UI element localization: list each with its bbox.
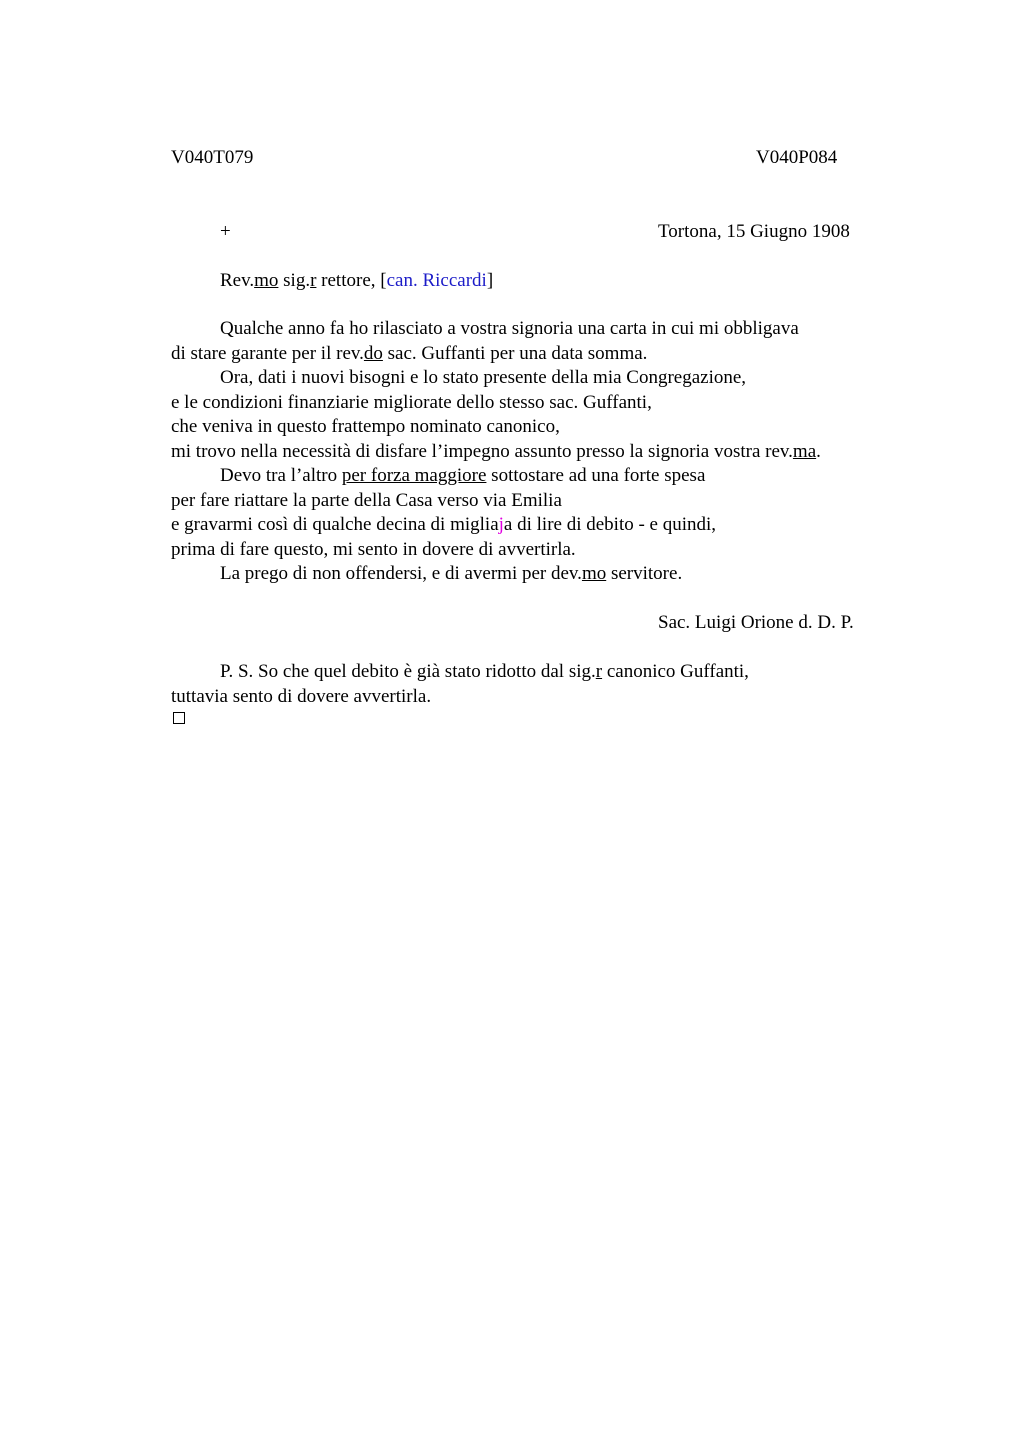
abbrev-underlined: ma xyxy=(792,440,817,462)
body-line xyxy=(171,562,891,587)
line-text: mi trovo nella necessità di disfare l’impegno assunto presso la signoria vostra rev. xyxy=(171,440,793,462)
salutation-text: rettore, [ xyxy=(316,270,387,291)
line-text: . xyxy=(816,440,821,462)
ps-line xyxy=(171,685,891,710)
line-text: per fare riattare la parte della Casa verso via Emilia xyxy=(171,489,562,511)
ps-line xyxy=(171,660,891,685)
line-text: e gravarmi così di qualche decina di miglia xyxy=(171,514,499,535)
salutation-text: ] xyxy=(486,270,494,291)
line-text: che veniva in questo frattempo nominato canonico, xyxy=(171,416,560,437)
line-text: canonico Guffanti, xyxy=(602,661,749,682)
line-text: prima di fare questo, mi sento in dovere di avvertirla. xyxy=(171,538,576,560)
abbrev-underlined: r xyxy=(310,270,317,291)
line-text: sottostare ad una forte spesa xyxy=(486,465,706,486)
end-of-text-box xyxy=(173,712,185,724)
line-text: a di lire di debito - e quindi, xyxy=(503,514,717,535)
line-text: Qualche anno fa ho rilasciato a vostra signoria una carta in cui mi obbligava xyxy=(220,318,799,339)
signature: Sac. Luigi Orione d. D. P. xyxy=(658,612,854,633)
document-code-left: V040T079 xyxy=(171,147,254,168)
abbrev-underlined: mo xyxy=(581,563,607,584)
letter-body xyxy=(171,317,891,587)
salutation-text: Rev. xyxy=(220,270,255,291)
body-line xyxy=(171,440,891,465)
abbrev-underlined: mo xyxy=(254,270,279,291)
body-line xyxy=(171,464,891,489)
body-line xyxy=(171,366,891,391)
body-line xyxy=(171,513,891,538)
body-line xyxy=(171,489,891,514)
body-line xyxy=(171,415,891,440)
line-text: e le condizioni finanziarie migliorate dello stesso sac. Guffanti, xyxy=(171,391,652,413)
body-line xyxy=(171,317,891,342)
editorial-mark: j xyxy=(498,514,504,535)
cross-mark: + xyxy=(220,221,231,242)
salutation-text: sig. xyxy=(278,270,311,291)
underlined-phrase: per forza maggiore xyxy=(341,465,487,486)
abbrev-underlined: do xyxy=(363,342,383,364)
line-text: tuttavia sento di dovere avvertirla. xyxy=(171,685,432,707)
line-text: sac. Guffanti per una data somma. xyxy=(382,342,648,364)
line-text: La prego di non offendersi, e di avermi per dev. xyxy=(220,563,582,584)
body-line xyxy=(171,538,891,563)
line-text: P. S. So che quel debito è già stato ridotto dal sig. xyxy=(220,661,596,682)
place-date: Tortona, 15 Giugno 1908 xyxy=(658,221,850,242)
body-line xyxy=(171,391,891,416)
line-text: servitore. xyxy=(606,563,683,584)
recipient-name: can. Riccardi xyxy=(386,270,487,291)
salutation xyxy=(220,269,493,293)
body-line xyxy=(171,342,891,367)
document-code-right: V040P084 xyxy=(756,147,838,168)
line-text: Ora, dati i nuovi bisogni e lo stato presente della mia Congregazione, xyxy=(220,367,747,388)
line-text: di stare garante per il rev. xyxy=(171,342,364,364)
line-text: Devo tra l’altro xyxy=(220,465,342,486)
postscript xyxy=(171,660,891,709)
abbrev-underlined: r xyxy=(595,661,603,682)
